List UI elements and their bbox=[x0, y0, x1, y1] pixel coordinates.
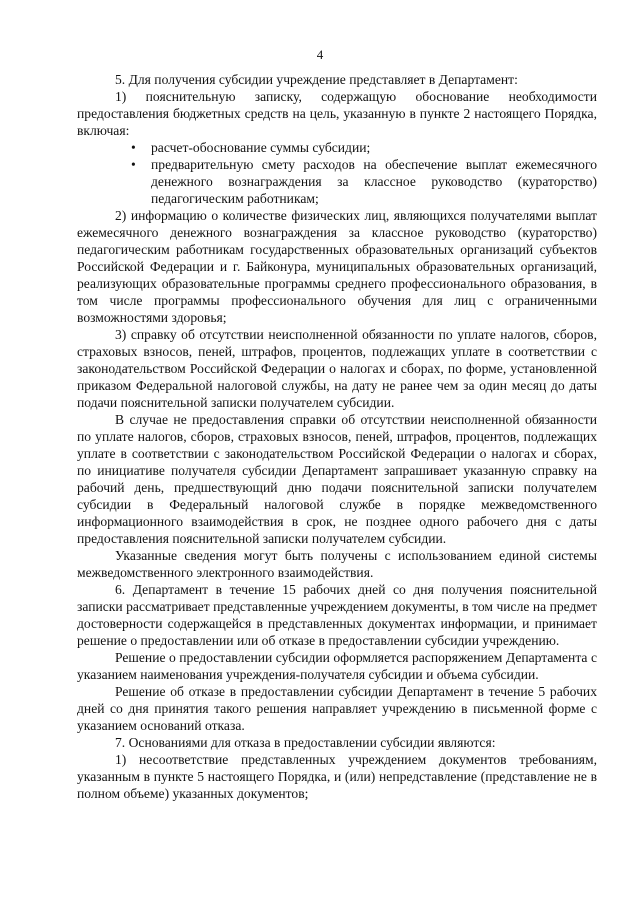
bullet-item: • предварительную смету расходов на обеспечение выплат ежемесячного денежного вознаграждения за классное руководство (кураторство) педагогическим работникам; bbox=[77, 156, 597, 207]
document-body bbox=[77, 71, 597, 802]
paragraph-section-6: 6. Департамент в течение 15 рабочих дней со дня получения пояснительной записки рассматривает представленные учреждением документы, в том числе на предмет достоверности содержащейся в представленных документах информации, и принимает решение о предоставлении или об отказе в предоставлении субсидии учреждению. bbox=[77, 582, 597, 648]
paragraph-refusal-notice: Решение об отказе в предоставлении субсидии Департамент в течение 5 рабочих дней со дня принятия такого решения направляет учреждению в письменной форме с указанием оснований отказа. bbox=[77, 684, 597, 733]
paragraph-section-5-intro: 5. Для получения субсидии учреждение представляет в Департамент: bbox=[115, 72, 518, 87]
bullet-list bbox=[77, 139, 597, 207]
paragraph-item-3-certificate: 3) справку об отсутствии неисполненной обязанности по уплате налогов, сборов, страховых взносов, пеней, штрафов, процентов, подлежащих уплате в соответствии с законодательством Российской Федерации о налогах и сборах, по форме, установленной приказом Федеральной налоговой службы, на дату не ранее чем за один месяц до даты подачи пояснительной записки получателем субсидии. bbox=[77, 327, 597, 410]
paragraph-interagency-system: Указанные сведения могут быть получены с использованием единой системы межведомственного электронного взаимодействия. bbox=[77, 548, 597, 580]
page-number: 4 bbox=[316, 47, 324, 62]
paragraph-decision-order: Решение о предоставлении субсидии оформляется распоряжением Департамента с указанием наименования учреждения-получателя субсидии и объема субсидии. bbox=[77, 650, 597, 682]
paragraph-refusal-ground-1: 1) несоответствие представленных учреждением документов требованиям, указанным в пункте 5 настоящего Порядка, и (или) непредставление (представление не в полном объеме) указанных документов; bbox=[77, 752, 597, 801]
paragraph-certificate-request: В случае не предоставления справки об отсутствии неисполненной обязанности по уплате налогов, сборов, страховых взносов, пеней, штрафов, процентов, подлежащих уплате в соответствии с законодательством Российской Федерации о налогах и сборах, по инициативе получателя субсидии Департамент запрашивает указанную справку на рабочий день, предшествующий дню подачи пояснительной записки получателем субсидии в Федеральный налоговой службе в порядке межведомственного информационного взаимодействия в срок, не позднее одного рабочего дня с даты предоставления пояснительной записки получателем субсидии. bbox=[77, 412, 597, 546]
paragraph-item-2-information: 2) информацию о количестве физических лиц, являющихся получателями выплат ежемесячного денежного вознаграждения за классное руководство (кураторство) педагогическим работникам государственных образовательных организаций субъектов Российской Федерации и г. Байконура, муниципальных образовательных организаций, реализующих образовательные программы среднего профессионального образования, в том числе программы профессионального обучения для лиц с ограниченными возможностями здоровья; bbox=[77, 208, 597, 325]
paragraph-item-1-explanatory-note: 1) пояснительную записку, содержащую обоснование необходимости предоставления бюджетных средств на цель, указанную в пункте 2 настоящего Порядка, включая: bbox=[77, 89, 597, 138]
bullet-item: • расчет-обоснование суммы субсидии; bbox=[77, 139, 597, 156]
paragraph-section-7: 7. Основаниями для отказа в предоставлении субсидии являются: bbox=[115, 735, 496, 750]
